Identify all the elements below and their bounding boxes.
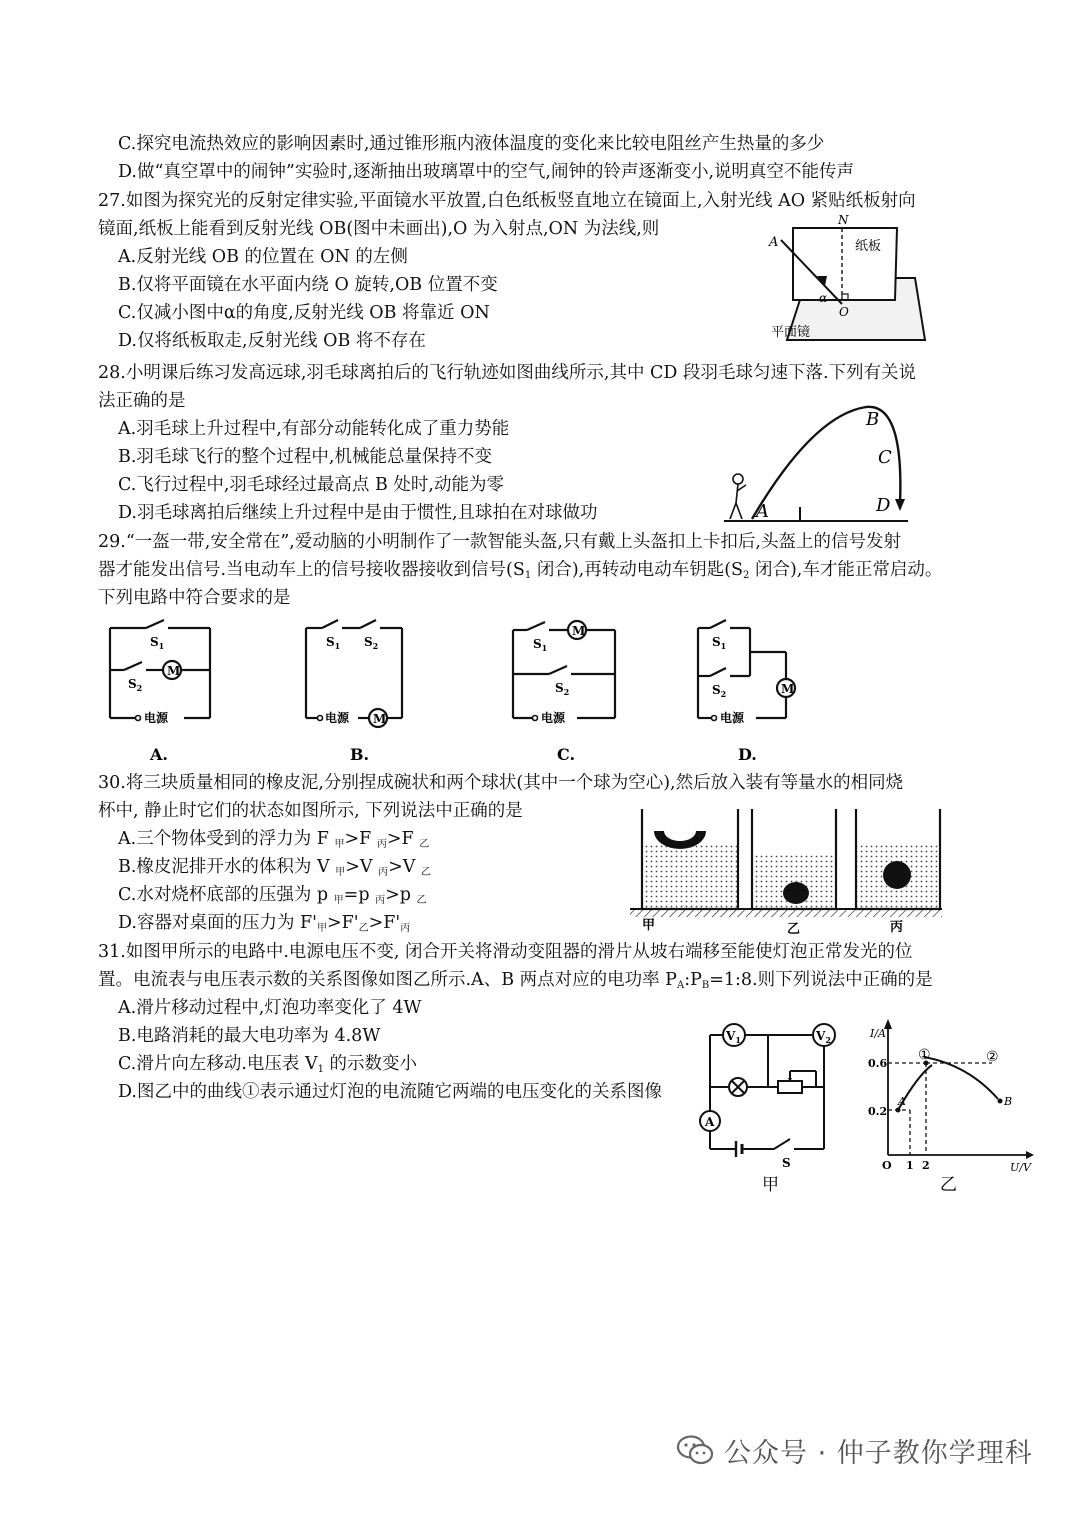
table-surface xyxy=(630,909,942,917)
q27-stem-line1: 27.如图为探究光的反射定律实验,平面镜水平放置,白色纸板竖直地立在镜面上,入射光线 AO 紧贴纸板射向 xyxy=(98,191,916,211)
label-yi: 乙 xyxy=(787,922,801,935)
watermark-text: 公众号 · 仲子教你学理科 xyxy=(724,1437,1033,1469)
switch-s-label: S xyxy=(782,1156,791,1170)
label-paper-board: 纸板 xyxy=(855,239,882,254)
q28-option-b: B.羽毛球飞行的整个过程中,机械能总量保持不变 xyxy=(118,447,492,467)
tick-2: 2 xyxy=(922,1159,930,1172)
q31-option-a: A.滑片移动过程中,灯泡功率变化了 4W xyxy=(118,998,422,1018)
tick-1: 1 xyxy=(906,1159,914,1172)
q31-stem-line1: 31.如图甲所示的电路中.电源电压不变, 闭合开关将滑动变阻器的滑片从坡右端移至能使灯泡正常发光的位 xyxy=(98,942,913,962)
q30-beakers-figure xyxy=(620,805,945,935)
axis-label-u: U/V xyxy=(1010,1161,1031,1174)
caption-yi: 乙 xyxy=(940,1175,957,1195)
label-plane-mirror: 平面镜 xyxy=(771,325,811,340)
label-a: A xyxy=(769,235,779,250)
caption-jia: 甲 xyxy=(762,1175,779,1195)
motor-icon: M xyxy=(167,664,181,678)
q31-option-d: D.图乙中的曲线①表示通过灯泡的电流随它两端的电压变化的关系图像 xyxy=(118,1082,662,1102)
motor-icon: M xyxy=(373,712,387,726)
voltmeter-v1-icon: $V_1$ xyxy=(726,1029,741,1045)
q27-reflection-figure xyxy=(755,212,930,352)
q29-circuit-d xyxy=(690,618,805,766)
q31-stem-line2: 置。电流表与电压表示数的关系图像如图乙所示.A、B 两点对应的电功率 $P_A:P_B=1:8$.则下列说法中正确的是 xyxy=(98,970,933,991)
q31-circuit-jia xyxy=(692,1015,842,1195)
point-a-label: A xyxy=(898,1095,906,1108)
option-label-c: C. xyxy=(557,745,576,764)
q28-option-a: A.羽毛球上升过程中,有部分动能转化成了重力势能 xyxy=(118,419,510,439)
q29-stem-line1: 29.“一盔一带,安全常在”,爱动脑的小明制作了一款智能头盔,只有戴上头盔扣上卡扣后,头盔上的信号发射 xyxy=(98,532,901,552)
power-supply-label: 电源 xyxy=(720,711,745,725)
label-d: D xyxy=(876,495,891,516)
q28-stem-line1: 28.小明课后练习发高远球,羽毛球离拍后的飞行轨迹如图曲线所示,其中 CD 段羽毛球匀速下落.下列有关说 xyxy=(98,363,917,383)
option-label-b: B. xyxy=(350,745,370,764)
q29-circuit-b xyxy=(298,618,410,766)
switch-s2-label: $S_2$ xyxy=(364,635,379,651)
q30-option-a: A.三个物体受到的浮力为 F $_甲$>F $_丙$>F $_乙$ xyxy=(118,829,430,850)
q29-stem-line2: 器才能发出信号.当电动车上的信号接收器接收到信号($S_1$ 闭合),再转动电动车钥匙($S_2$ 闭合),车才能正常启动。 xyxy=(98,560,943,581)
label-n: N xyxy=(838,213,849,227)
hollow-clay-ball xyxy=(883,861,911,889)
q27-option-a: A.反射光线 OB 的位置在 ON 的左侧 xyxy=(118,247,408,267)
q30-option-c: C.水对烧杯底部的压强为 p $_甲$=p $_丙$>p $_乙$ xyxy=(118,885,427,906)
label-jia: 甲 xyxy=(642,918,656,933)
switch-s2-label: $S_2$ xyxy=(712,683,727,699)
power-supply-label: 电源 xyxy=(144,711,169,725)
point-b-label: B xyxy=(1004,1095,1013,1108)
q29-stem-line3: 下列电路中符合要求的是 xyxy=(98,588,291,608)
q26-option-d: D.做“真空罩中的闹钟”实验时,逐渐抽出玻璃罩中的空气,闹钟的铃声逐渐变小,说明真空不能传声 xyxy=(118,162,855,182)
option-label-d: D. xyxy=(738,745,757,764)
wechat-icon xyxy=(676,1434,714,1466)
label-b: B xyxy=(866,409,880,430)
q30-option-b: B.橡皮泥排开水的体积为 V $_甲$>V $_丙$>V $_乙$ xyxy=(118,857,431,878)
ammeter-icon: A xyxy=(705,1115,715,1129)
label-a: A xyxy=(756,501,769,522)
tick-0-6: 0.6 xyxy=(868,1057,888,1070)
arrow-icon xyxy=(895,499,905,511)
label-c: C xyxy=(878,447,892,468)
paper-board xyxy=(793,228,897,300)
option-label-a: A. xyxy=(150,745,168,764)
q27-option-d: D.仅将纸板取走,反射光线 OB 将不存在 xyxy=(118,331,426,351)
switch-s1-label: $S_1$ xyxy=(533,637,548,653)
q29-circuit-a xyxy=(100,618,222,766)
power-supply-label: 电源 xyxy=(325,711,350,725)
motor-icon: M xyxy=(572,624,586,638)
switch-s1-label: $S_1$ xyxy=(326,635,341,651)
q26-option-c: C.探究电流热效应的影响因素时,通过锥形瓶内液体温度的变化来比较电阻丝产生热量的多少 xyxy=(118,134,825,154)
q27-option-c: C.仅减小图中α的角度,反射光线 OB 将靠近 ON xyxy=(118,303,490,323)
wechat-watermark xyxy=(676,1430,1033,1470)
label-o: O xyxy=(839,305,849,319)
q27-stem-line2: 镜面,纸板上能看到反射光线 OB(图中未画出),O 为入射点,ON 为法线,则 xyxy=(98,219,660,239)
switch-s1-label: $S_1$ xyxy=(150,635,165,651)
tick-0-2: 0.2 xyxy=(868,1105,888,1118)
q30-stem-line1: 30.将三块质量相同的橡皮泥,分别捏成碗状和两个球状(其中一个球为空心),然后放入装有等量水的相同烧 xyxy=(98,773,904,793)
solid-clay-ball xyxy=(783,882,809,904)
power-supply-label: 电源 xyxy=(541,711,566,725)
q31-graph-yi xyxy=(868,1015,1036,1195)
label-bing: 丙 xyxy=(890,920,904,935)
player-icon xyxy=(733,474,743,484)
q27-option-b: B.仅将平面镜在水平面内绕 O 旋转,OB 位置不变 xyxy=(118,275,498,295)
origin-label: O xyxy=(882,1159,892,1172)
switch-s1-label: $S_1$ xyxy=(712,635,727,651)
label-alpha: α xyxy=(819,291,828,305)
q28-stem-line2: 法正确的是 xyxy=(98,391,186,411)
switch-s2-label: $S_2$ xyxy=(128,677,143,693)
q31-option-c: C.滑片向左移动.电压表 $V_1$ 的示数变小 xyxy=(118,1054,418,1075)
curve-1-label: ① xyxy=(918,1047,931,1063)
q30-stem-line2: 杯中, 静止时它们的状态如图所示, 下列说法中正确的是 xyxy=(98,801,523,821)
q28-option-d: D.羽毛球离拍后继续上升过程中是由于惯性,且球拍在对球做功 xyxy=(118,503,598,523)
q30-option-d: D.容器对桌面的压力为 $F'_甲>F'_乙>F'_丙$ xyxy=(118,913,411,934)
axis-label-i: I/A xyxy=(870,1027,886,1040)
voltmeter-v2-icon: $V_2$ xyxy=(816,1029,831,1045)
q29-circuit-c xyxy=(505,618,625,766)
q28-trajectory-figure xyxy=(718,395,913,530)
curve-2-label: ② xyxy=(986,1049,999,1065)
switch-s2-label: $S_2$ xyxy=(555,681,570,697)
q31-option-b: B.电路消耗的最大电功率为 4.8W xyxy=(118,1026,381,1046)
q28-option-c: C.飞行过程中,羽毛球经过最高点 B 处时,动能为零 xyxy=(118,475,504,495)
motor-icon: M xyxy=(781,682,795,696)
arrow-icon xyxy=(1026,1151,1034,1159)
